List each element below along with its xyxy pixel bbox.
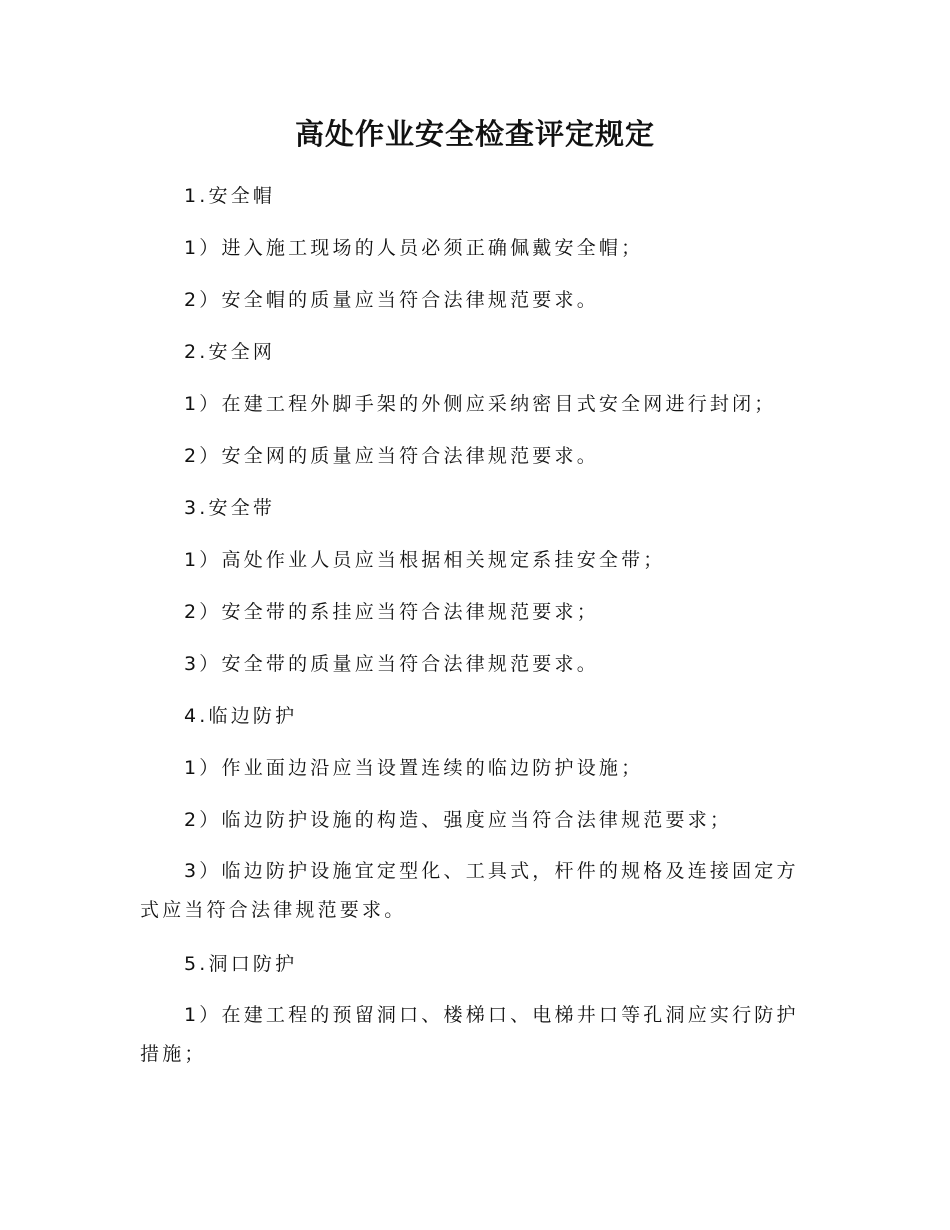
document-title: 高处作业安全检查评定规定 [294,117,655,151]
paragraph: 1）作业面边沿应当设置连续的临边防护设施； [184,757,644,779]
paragraph: 3）安全带的质量应当符合法律规范要求。 [184,653,599,675]
paragraph: 2）安全帽的质量应当符合法律规范要求。 [184,289,599,311]
section-heading-edge-protection: 4.临边防护 [184,705,298,727]
paragraph: 2）临边防护设施的构造、强度应当符合法律规范要求； [184,809,733,831]
paragraph: 2）安全带的系挂应当符合法律规范要求； [184,601,599,623]
section-heading-helmet: 1.安全帽 [184,185,276,207]
section-heading-opening-protection: 5.洞口防护 [184,953,298,975]
section-heading-net: 2.安全网 [184,341,276,363]
paragraph: 1）在建工程外脚手架的外侧应采纳密目式安全网进行封闭； [184,393,777,415]
paragraph: 1）高处作业人员应当根据相关规定系挂安全带； [184,549,666,571]
paragraph: 2）安全网的质量应当符合法律规范要求。 [184,445,599,467]
paragraph: 1）在建工程的预留洞口、楼梯口、电梯井口等孔洞应实行防护措施； [140,1004,799,1065]
paragraph: 3）临边防护设施宜定型化、工具式，杆件的规格及连接固定方式应当符合法律规范要求。 [140,860,799,921]
paragraph: 1）进入施工现场的人员必须正确佩戴安全帽； [184,237,644,259]
section-heading-belt: 3.安全带 [184,497,276,519]
